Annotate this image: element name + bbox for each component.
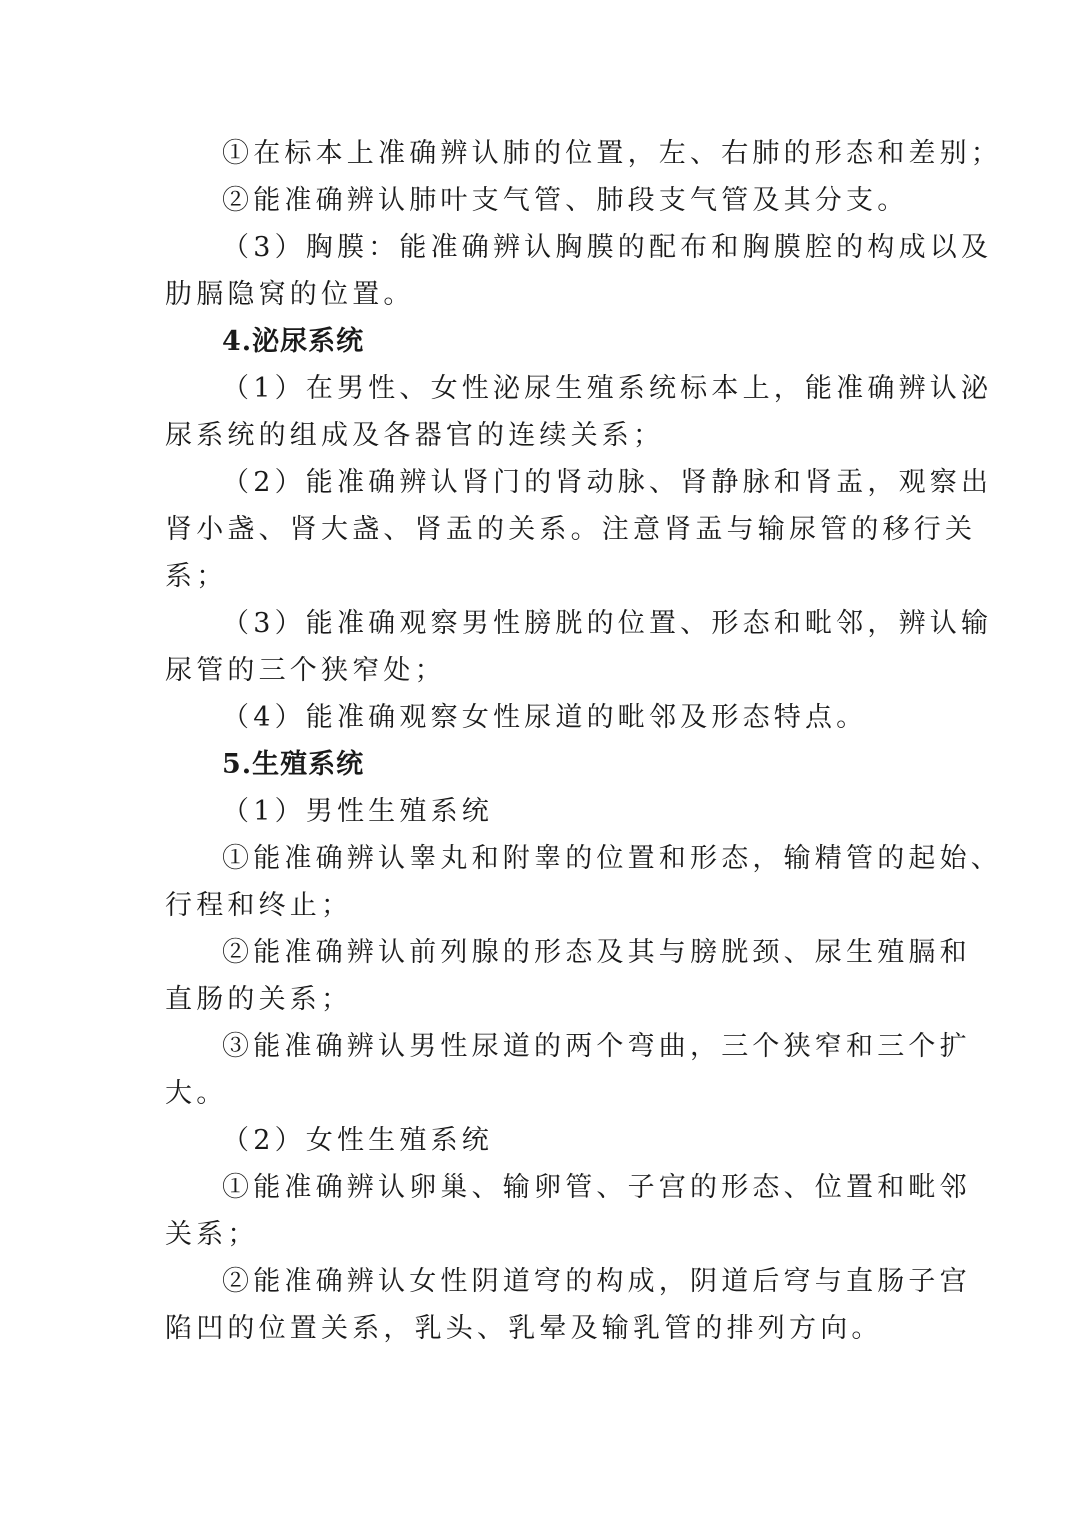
document-page <box>165 130 1002 1352</box>
paragraph-line: ①在标本上准确辨认肺的位置，左、右肺的形态和差别； <box>222 138 1002 169</box>
paragraph-line: （3）胸膜：能准确辨认胸膜的配布和胸膜腔的构成以及 <box>222 232 993 263</box>
paragraph-line: 肋膈隐窝的位置。 <box>165 279 415 310</box>
paragraph-line: 直肠的关系； <box>165 984 353 1015</box>
paragraph-line: ①能准确辨认卵巢、输卵管、子宫的形态、位置和毗邻 <box>222 1172 971 1203</box>
paragraph-line: （4）能准确观察女性尿道的毗邻及形态特点。 <box>222 702 868 733</box>
paragraph-line: （3）能准确观察男性膀胱的位置、形态和毗邻，辨认输 <box>222 608 993 639</box>
paragraph-line: ③能准确辨认男性尿道的两个弯曲，三个狭窄和三个扩 <box>222 1031 971 1062</box>
paragraph-line: 尿管的三个狭窄处； <box>165 655 446 686</box>
paragraph-line: 关系； <box>165 1219 259 1250</box>
paragraph-line: 大。 <box>165 1078 228 1109</box>
paragraph-line: （2）能准确辨认肾门的肾动脉、肾静脉和肾盂，观察出 <box>222 467 993 498</box>
paragraph-line: ②能准确辨认前列腺的形态及其与膀胱颈、尿生殖膈和 <box>222 937 971 968</box>
paragraph-line: ②能准确辨认肺叶支气管、肺段支气管及其分支。 <box>222 185 909 216</box>
paragraph-line: 系； <box>165 561 228 592</box>
paragraph-line: （1）在男性、女性泌尿生殖系统标本上，能准确辨认泌 <box>222 373 993 404</box>
section-heading: 4.泌尿系统 <box>222 326 365 357</box>
paragraph-line: 陷凹的位置关系，乳头、乳晕及输乳管的排列方向。 <box>165 1313 883 1344</box>
paragraph-line: 尿系统的组成及各器官的连续关系； <box>165 420 665 451</box>
paragraph-line: ②能准确辨认女性阴道穹的构成，阴道后穹与直肠子宫 <box>222 1266 971 1297</box>
subsection-heading: （2）女性生殖系统 <box>222 1125 493 1156</box>
paragraph-line: 肾小盏、肾大盏、肾盂的关系。注意肾盂与输尿管的移行关 <box>165 514 977 545</box>
subsection-heading: （1）男性生殖系统 <box>222 796 493 827</box>
section-heading: 5.生殖系统 <box>222 749 365 780</box>
paragraph-line: ①能准确辨认睾丸和附睾的位置和形态，输精管的起始、 <box>222 843 1002 874</box>
paragraph-line: 行程和终止； <box>165 890 353 921</box>
